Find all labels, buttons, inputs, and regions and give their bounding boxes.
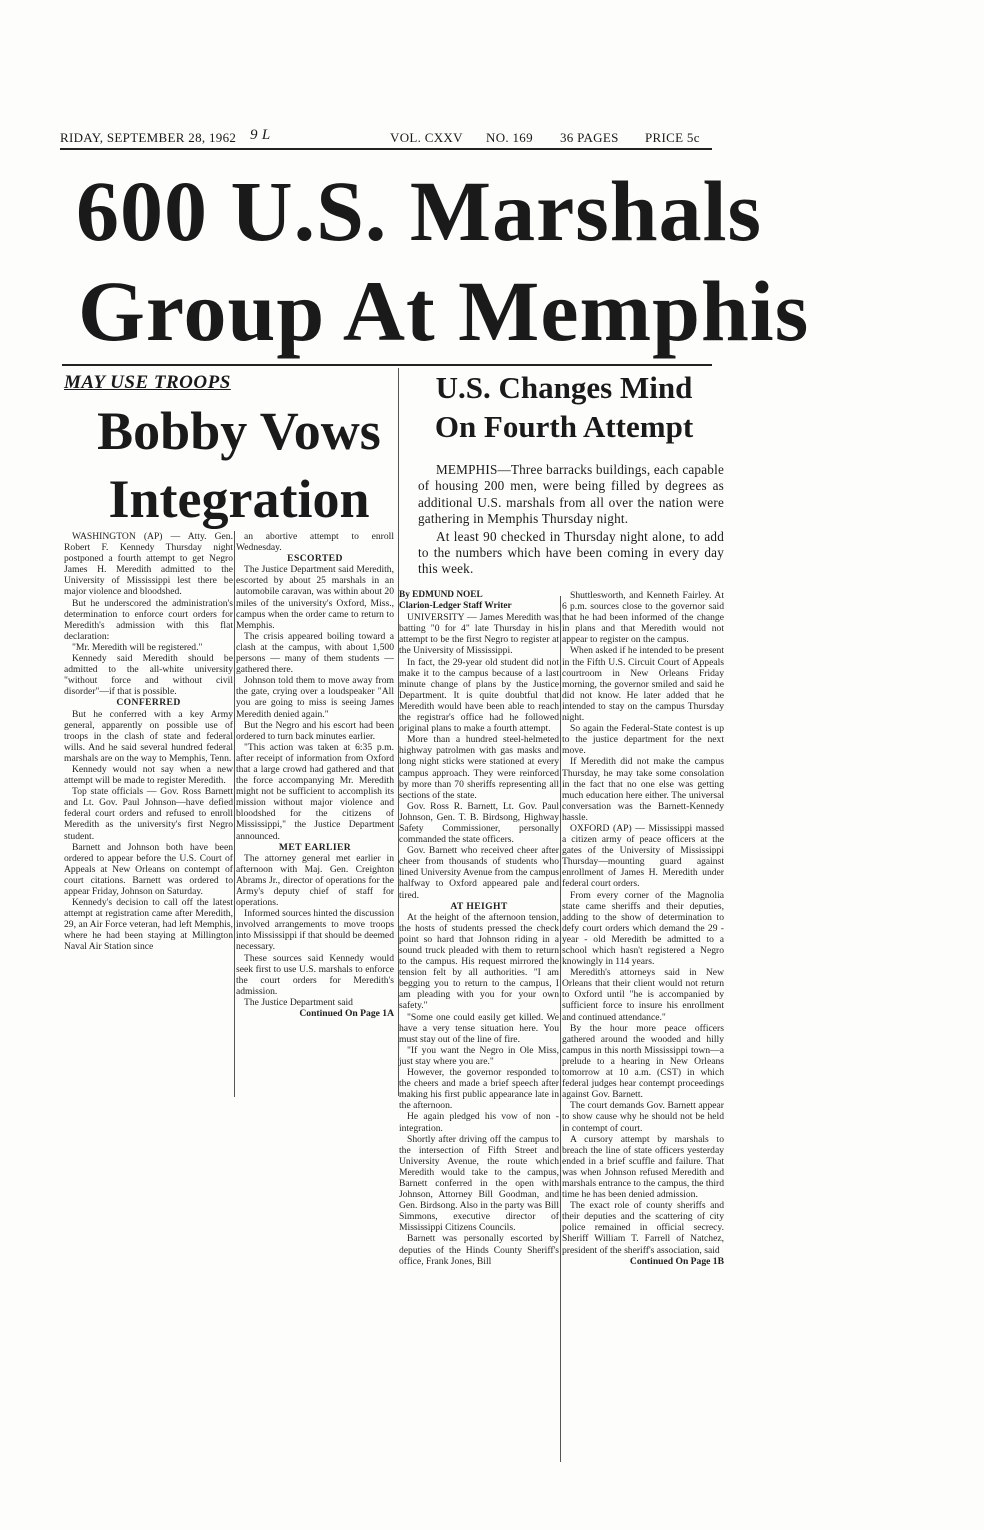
article-paragraph: But the Negro and his escort had been ordered to turn back minutes earlier. xyxy=(236,719,394,742)
left-deck-line2: Integration xyxy=(108,469,370,529)
article-paragraph: OXFORD (AP) — Mississippi massed a citizen army of peace officers at the gates of the University of Mississippi Thursday—mounting guard against enrollment of James H. Meredith under federal court orders. xyxy=(562,822,724,890)
article-paragraph: If Meredith did not make the campus Thursday, he may take some consolation in the fact that no one else was getting much education here either. The universal conversation was the Barnett-Kennedy hassle. xyxy=(562,756,724,823)
article-paragraph: A cursory attempt by marshals to breach the line of state officers yesterday ended in a brief scuffle and failure. That was when Johnson refused Meredith and marshals entrance to the campus, the third time he has been denied admission. xyxy=(562,1133,724,1201)
issue-number: NO. 169 xyxy=(486,130,533,145)
article-paragraph: Shuttlesworth, and Kenneth Fairley. At 6 p.m. sources close to the governor said that he had been informed of the change in plans and that Meredith would not appear to register on the campus. xyxy=(562,590,724,646)
column-divider xyxy=(234,531,235,1097)
article-paragraph: Barnett was personally escorted by deputies of the Hinds County Sheriff's office, Frank Jones, Bill xyxy=(399,1233,559,1267)
article-paragraph: Informed sources hinted the discussion involved arrangements to move troops into Mississippi if that should be deemed necessary. xyxy=(236,908,394,953)
article-paragraph: But he conferred with a key Army general, apparently on possible use of troops in the clash of state and federal wills. And he said several hundred federal marshals are on the way to Memphis, Tenn. xyxy=(64,708,233,764)
lede-paragraph: At least 90 checked in Thursday night alone, to add to the numbers which have been coming in every day this week. xyxy=(418,528,724,577)
article-paragraph: The Justice Department said Meredith, escorted by about 25 marshals in an automobile caravan, was within about 20 miles of the university's Oxford, Miss., campus when the order came to return to Memphis. xyxy=(236,564,394,631)
article-paragraph: Meredith's attorneys said in New Orleans that their client would not return to Oxford until "he is accompanied by sufficient force to insure his enrollment and continued attendance." xyxy=(562,967,724,1023)
right-story-column-1 xyxy=(399,590,559,1460)
article-paragraph: The attorney general met earlier in afternoon with Maj. Gen. Creighton Abrams Jr., director of operations for the Army's deputy chief of staff for operations. xyxy=(236,852,394,909)
right-deck-line2: On Fourth Attempt xyxy=(434,409,694,444)
subhead: ESCORTED xyxy=(287,553,343,565)
left-kicker: MAY USE TROOPS xyxy=(64,372,231,393)
left-deck-line1: Bobby Vows xyxy=(97,401,381,461)
subhead: CONFERRED xyxy=(116,697,181,709)
continued-jump: Continued On Page 1A xyxy=(299,1008,394,1020)
article-paragraph: In fact, the 29-year old student did not make it to the campus because of a last minute change of plans by the Justice Department. It is quite doubtful that Meredith would have been able to reach the registrar's office had he followed original plans to make a fourth attempt. xyxy=(399,656,559,735)
article-paragraph: Top state officials — Gov. Ross Barnett and Lt. Gov. Paul Johnson—have defied federal court orders and refused to enroll Meredith as the university's first Negro student. xyxy=(64,786,233,842)
article-paragraph: Barnett and Johnson both have been ordered to appear before the U.S. Court of Appeals at New Orleans on contempt of court citations. Barnett was ordered to appear Friday, Johnson on Saturday. xyxy=(64,841,233,897)
article-paragraph: Johnson told them to move away from the gate, crying over a loudspeaker "All you are going to miss is seeing James Meredith denied again." xyxy=(236,675,394,720)
article-paragraph: Kennedy said Meredith should be admitted to the all-white university "without force and without civil disorder"—if that is possible. xyxy=(64,653,233,698)
handwritten-mark: 9 L xyxy=(250,127,271,143)
article-paragraph: Gov. Barnett who received cheer after cheer from thousands of students who lined University Avenue from the campus halfway to Oxford appeared pale and tired. xyxy=(399,845,559,901)
article-paragraph: From every corner of the Magnolia state came sheriffs and their deputies, adding to the show of determination to defy court orders which demand the 29 - year - old Meredith be admitted to a school which hasn't registered a Negro knowingly in 114 years. xyxy=(562,889,724,968)
subhead: MET EARLIER xyxy=(278,841,352,853)
right-lede xyxy=(418,462,724,578)
page-count: 36 PAGES xyxy=(560,130,619,145)
headline-rule xyxy=(62,364,712,366)
volume-number: VOL. CXXV xyxy=(390,130,463,145)
article-paragraph: When asked if he intended to be present in the Fifth U.S. Circuit Court of Appeals courtroom in New Orleans Friday morning, the governor smiled and said he did not know. He later added that he intended to stay on the campus Thursday night. xyxy=(562,645,724,724)
masthead-folio xyxy=(60,128,712,150)
subhead: AT HEIGHT xyxy=(450,900,508,912)
article-paragraph: But he underscored the administration's determination to enforce court orders for Meredith's admission with this flat declaration: xyxy=(64,597,233,642)
continued-jump: Continued On Page 1B xyxy=(629,1255,724,1267)
price: PRICE 5c xyxy=(645,130,700,145)
article-paragraph: These sources said Kennedy would seek first to use U.S. marshals to enforce the court orders for Meredith's admission. xyxy=(236,952,394,997)
article-paragraph: "This action was taken at 6:35 p.m. after receipt of information from Oxford that a large crowd had gathered and that the force accompanying Mr. Meredith might not be sufficient to accomplish its mission without major violence and bloodshed for the citizens of Mississippi," the Justice Department announced. xyxy=(236,741,394,842)
article-paragraph: However, the governor responded to the cheers and made a brief speech after making his first public appearance late in the afternoon. xyxy=(399,1067,559,1112)
main-headline-line1: 600 U.S. Marshals xyxy=(76,163,762,259)
byline: By EDMUND NOEL xyxy=(399,590,483,600)
article-paragraph: At the height of the afternoon tension, the hosts of students pressed the check point so hard that Johnson riding in a sound truck pleaded with them to return to the campus. His request mirrored the tension felt by all authorities. "I am begging you to return to the campus, I am pleading with you for your own safety." xyxy=(399,911,559,1012)
article-paragraph: Kennedy's decision to call off the latest attempt at registration came after Meredith, 29, an Air Force veteran, had left Memphis, where he had been staying at Millington Naval Air Station since xyxy=(64,897,233,953)
issue-date: RIDAY, SEPTEMBER 28, 1962 xyxy=(60,130,237,145)
article-paragraph: The Justice Department said xyxy=(244,996,353,1008)
article-paragraph: Kennedy would not say when a new attempt will be made to register Meredith. xyxy=(64,763,233,787)
right-story-column-2 xyxy=(562,590,724,1465)
article-paragraph: WASHINGTON (AP) — Atty. Gen. Robert F. Kennedy Thursday night postponed a fourth attempt to get Negro James H. Meredith admitted to the University of Mississippi lest there be major violence and bloodshed. xyxy=(64,531,233,598)
left-story-column-1 xyxy=(64,531,233,1097)
article-paragraph: He again pledged his vow of non - integration. xyxy=(399,1111,559,1134)
article-paragraph: Gov. Ross R. Barnett, Lt. Gov. Paul Johnson, Gen. T. B. Birdsong, Highway Safety Commissioner, personally commanded the state officers. xyxy=(399,800,559,846)
article-paragraph: The court demands Gov. Barnett appear to show cause why he should not be held in contempt of court. xyxy=(562,1100,724,1134)
article-paragraph: "Mr. Meredith will be registered." xyxy=(72,641,203,653)
byline: Clarion-Ledger Staff Writer xyxy=(399,601,512,612)
article-paragraph: "Some one could easily get killed. We have a very tense situation here. You must stay out of the line of fire. xyxy=(399,1011,559,1045)
article-paragraph: So again the Federal-State contest is up to the justice department for the next move. xyxy=(562,723,724,757)
article-paragraph: UNIVERSITY — James Meredith was batting "0 for 4" late Thursday in his attempt to be the first Negro to register at the University of Mississippi. xyxy=(399,612,559,657)
left-story-column-2 xyxy=(236,531,394,1097)
article-paragraph: The crisis appeared boiling toward a clash at the campus, with about 1,500 persons — many of them students — gathered there. xyxy=(236,630,394,676)
article-paragraph: By the hour more peace officers gathered around the wooded and hilly campus in this north Mississippi town—a prelude to a hearing in New Orleans tomorrow at 10 a.m. (CST) in which federal judges hear contempt proceedings against Gov. Barnett. xyxy=(562,1022,724,1101)
column-divider xyxy=(560,596,561,1462)
article-paragraph: Shortly after driving off the campus to the intersection of Fifth Street and University Avenue, the route which Meredith would take to the campus, Barnett conferred in the open with Johnson, Attorney Bill Goodman, and Gen. Birdsong. Also in the party was Bill Simmons, executive director of Mississippi Citizens Councils. xyxy=(399,1133,559,1234)
article-paragraph: "If you want the Negro in Ole Miss, just stay where you are." xyxy=(399,1044,559,1067)
lede-paragraph: MEMPHIS—Three barracks buildings, each capable of housing 200 men, were being filled by degrees as additional U.S. marshals from all over the nation were gathering in Memphis Thursday night. xyxy=(418,462,724,527)
right-deck-line1: U.S. Changes Mind xyxy=(435,370,693,405)
main-headline-line2: Group At Memphis xyxy=(78,263,810,359)
article-paragraph: More than a hundred steel-helmeted highway patrolmen with gas masks and long night sticks were stationed at every campus approach. They were reinforced by more than 70 sheriffs representing all sections of the state. xyxy=(399,734,559,801)
article-paragraph: an abortive attempt to enroll Wednesday. xyxy=(236,531,394,554)
article-paragraph: The exact role of county sheriffs and their deputies and the scattering of city police remained in official secrecy. Sheriff William T. Farrell of Natchez, president of the sheriff's association, said xyxy=(562,1200,724,1256)
